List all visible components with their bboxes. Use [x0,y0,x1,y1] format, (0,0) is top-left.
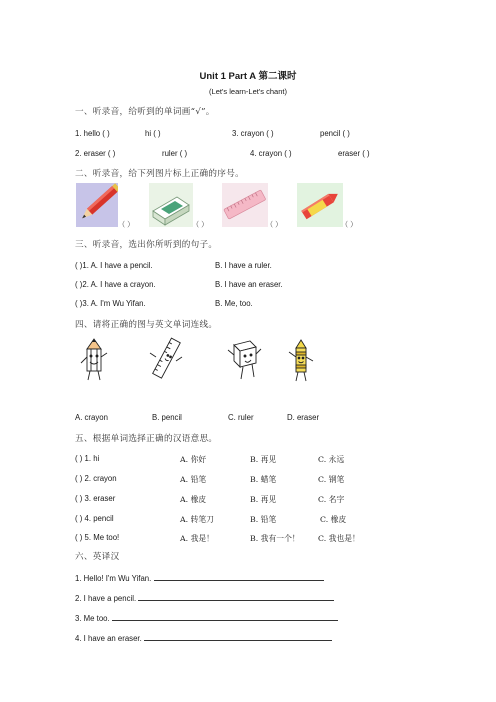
s6-item-1 [75,572,324,583]
eraser-image [149,183,193,227]
s6-item-4-text: 4. I have an eraser. [75,634,142,643]
s3-item-3-b: B. Me, too. [215,299,253,308]
cartoon-pencil-image [78,337,110,383]
s5-q2-c: C. 钢笔 [318,475,345,484]
s5-q1-b: B. 再见 [250,455,277,464]
s5-q5: ( ) 5. Me too! [75,533,120,542]
s5-q4-c: C. 橡皮 [320,515,347,524]
s5-q1-a: A. 你好 [180,455,207,464]
s2-paren-4: （ ） [341,220,358,229]
s1-item-crayon: 3. crayon ( ) [232,129,274,138]
answer-line-1[interactable] [154,572,324,581]
s1-item-eraser: 2. eraser ( ) [75,149,116,158]
s5-q3-c: C. 名字 [318,495,345,504]
s5-q3: ( ) 3. eraser [75,494,116,503]
answer-line-3[interactable] [112,612,338,621]
s1-item-crayon-2: 4. crayon ( ) [250,149,292,158]
s3-item-2-b: B. I have an eraser. [215,280,283,289]
cartoon-eraser-image [226,337,262,383]
s6-item-3 [75,612,338,623]
s4-word-eraser: D. eraser [287,413,320,422]
section1-heading: 一、听录音，给听到的单词画“√”。 [75,107,215,117]
s3-item-3-a: ( )3. A. I'm Wu Yifan. [75,299,146,308]
s6-item-2 [75,592,334,603]
s2-paren-1: （ ） [118,220,135,229]
s5-q1-c: C. 永远 [318,455,345,464]
ruler-image [222,183,268,227]
s4-word-pencil: B. pencil [152,413,182,422]
s5-q5-c: C. 我也是！ [318,534,360,543]
s1-item-hello: 1. hello ( ) [75,129,110,138]
s6-item-4 [75,632,332,643]
section5-heading: 五、根据单词选择正确的汉语意思。 [75,434,218,444]
s1-item-ruler: ruler ( ) [162,149,188,158]
page-title: Unit 1 Part A 第二课时 [199,71,297,82]
s3-item-2-a: ( )2. A. I have a crayon. [75,280,156,289]
s2-paren-3: （ ） [266,220,283,229]
s1-item-hi: hi ( ) [145,129,161,138]
s5-q4-b: B. 铅笔 [250,515,277,524]
s5-q3-a: A. 橡皮 [180,495,207,504]
s4-word-crayon: A. crayon [75,413,108,422]
s6-item-1-text: 1. Hello! I'm Wu Yifan. [75,574,152,583]
s2-paren-2: （ ） [192,220,209,229]
s5-q2: ( ) 2. crayon [75,474,117,483]
s5-q4-a: A. 转笔刀 [180,515,214,524]
s3-item-1-a: ( )1. A. I have a pencil. [75,261,153,270]
s5-q1: ( ) 1. hi [75,454,100,463]
pencil-image [76,183,118,227]
page-subtitle: (Let's learn-Let's chant) [209,87,287,96]
cartoon-ruler-image [148,337,184,383]
s3-item-1-b: B. I have a ruler. [215,261,272,270]
answer-line-4[interactable] [144,632,332,641]
s5-q5-b: B. 我有一个！ [250,534,300,543]
s5-q2-a: A. 铅笔 [180,475,207,484]
section4-heading: 四、请将正确的图与英文单词连线。 [75,320,218,330]
s4-word-ruler: C. ruler [228,413,254,422]
answer-line-2[interactable] [138,592,334,601]
cartoon-crayon-image [285,337,317,383]
s1-item-eraser-2: eraser ( ) [338,149,370,158]
s6-item-3-text: 3. Me too. [75,614,110,623]
s1-item-pencil: pencil ( ) [320,129,350,138]
s5-q4: ( ) 4. pencil [75,514,114,523]
s5-q3-b: B. 再见 [250,495,277,504]
s5-q5-a: A. 我是！ [180,534,214,543]
s6-item-2-text: 2. I have a pencil. [75,594,137,603]
section2-heading: 二、听录音，给下列图片标上正确的序号。 [75,169,244,179]
crayon-image [297,183,343,227]
s5-q2-b: B. 蜡笔 [250,475,277,484]
section3-heading: 三、听录音，选出你所听到的句子。 [75,240,218,250]
section6-heading: 六、英译汉 [75,552,120,562]
